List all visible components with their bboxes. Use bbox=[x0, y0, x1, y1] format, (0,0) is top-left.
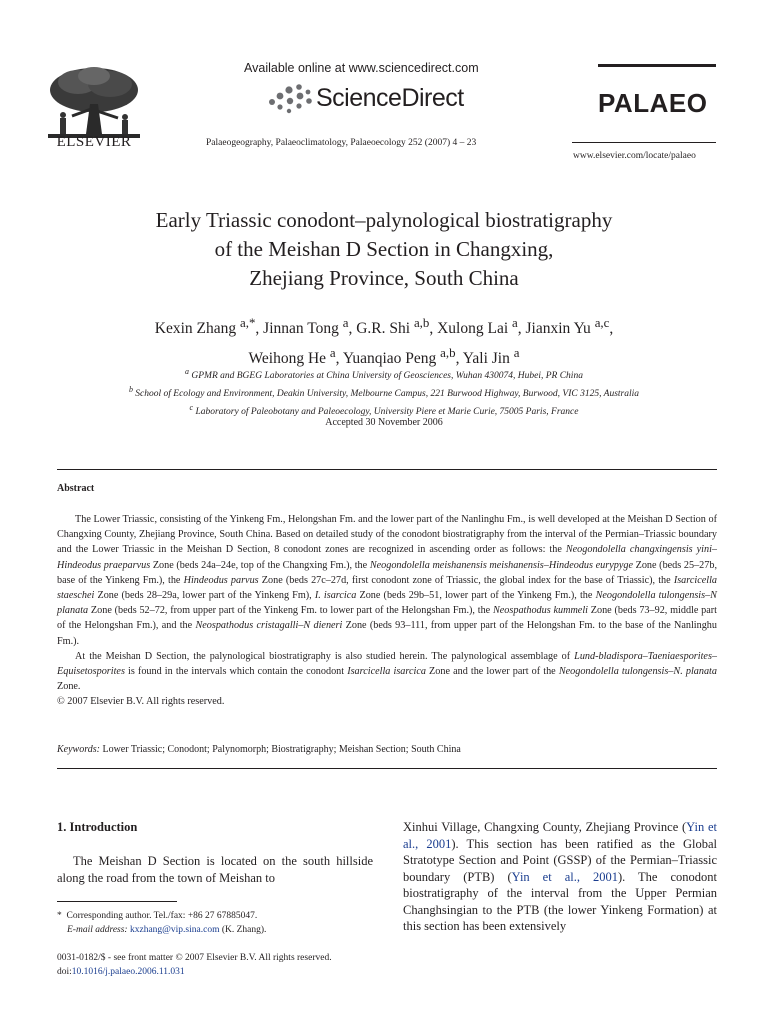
accepted-date: Accepted 30 November 2006 bbox=[325, 417, 443, 428]
affiliation-a: $^a$ GPMR and BGEG Laboratories at China University of Geosciences, Wuhan 430074, Hubei, PR China bbox=[185, 367, 583, 382]
author-name: G.R. Shi bbox=[356, 320, 414, 338]
article-title bbox=[84, 206, 684, 293]
title-line: of the Meishan D Section in Changxing, bbox=[214, 237, 554, 261]
author-line: Weihong He $^a$, Yuanqiao Peng $^{a,b}$, Yali Jin $^a$ bbox=[248, 345, 520, 368]
title-line: Early Triassic conodont–palynological biostratigraphy bbox=[155, 208, 613, 232]
author-name: Jianxin Yu bbox=[525, 320, 595, 338]
author-name: Yali Jin bbox=[462, 350, 514, 368]
journal-logo-text: PALAEO bbox=[598, 88, 708, 118]
citation-link[interactable]: Yin et al., 2001 bbox=[511, 869, 618, 884]
issn-line: 0031-0182/$ - see front matter © 2007 Elsevier B.V. All rights reserved. bbox=[57, 953, 332, 963]
author-name: Xulong Lai bbox=[437, 320, 513, 338]
journal-reference: Palaeogeography, Palaeoclimatology, Palaeoecology 252 (2007) 4 – 23 bbox=[206, 138, 477, 148]
abstract-bottom-rule bbox=[57, 768, 717, 769]
sciencedirect-dots-icon bbox=[266, 82, 314, 114]
front-matter: 0031-0182/$ - see front matter © 2007 Elsevier B.V. All rights reserved. doi:10.1016/j.palaeo.2006.11.031 bbox=[57, 951, 397, 979]
author-affiliation-marker: a,b bbox=[440, 345, 456, 361]
abstract-paragraph-1: The Lower Triassic, consisting of the Yinkeng Fm., Helongshan Fm. and the lower part of the Nanlinghu Fm., is well developed at the Meishan D Section of Changxing County, Zhejiang Province, South China. Based on detailed study of the conodont biostratigraphy from the interval of the Permian–Triassic boundary and the Lower Triassic in the Meishan D Section, 8 conodont zones are recognized in ascending order as follows: the Neogondolella changxingensis yini–Hindeodus praeparvus Zone (beds 24a–24e, top of the Changxing Fm.), the Neogondolella meishanensis meishanensis–Hindeodus eurypyge Zone (beds 25–27b, base of the Yinkeng Fm.), the Hindeodus parvus Zone (beds 27c–27d, first conodont zone of Triassic, the global index for the base of Triassic), the Isarcicella staeschei Zone (beds 28–29a, lower part of the Yinkeng Fm), I. isarcica Zone (beds 29b–51, lower part of the Yinkeng Fm.), the Neogondolella tulongensis–N planata Zone (beds 52–72, from upper part of the Yinkeng Fm. to lower part of the Helongshan Fm.), the Neospathodus kummeli Zone (beds 73–92, middle part of the Helongshan Fm.), and the Neospathodus cristagalli–N dieneri Zone (beds 93–111, from upper part of the Helongshan Fm. to the base of the Nanlinghu Fm.). bbox=[57, 514, 718, 647]
abstract-top-rule bbox=[57, 469, 717, 470]
affiliation-b: $^b$ School of Ecology and Environment, Deakin University, Melbourne Campus, 221 Burwood Highway, Burwood, VIC 3125, Australia bbox=[128, 385, 640, 400]
sciencedirect-logo-text: ScienceDirect bbox=[316, 84, 464, 112]
affiliation-c: $^c$ Laboratory of Paleobotany and Paleoecology, University Piere et Marie Curie, 75005 Paris, France bbox=[189, 403, 579, 418]
title-line: Zhejiang Province, South China bbox=[249, 266, 519, 290]
section-heading-introduction: 1. Introduction bbox=[57, 820, 138, 834]
author-name: Weihong He bbox=[248, 350, 330, 368]
author-name: Yuanqiao Peng bbox=[342, 350, 441, 368]
author-affiliation-marker: a,c bbox=[594, 315, 610, 330]
intro-left-column: The Meishan D Section is located on the south hillside along the road from the town of Meishan to bbox=[57, 854, 373, 885]
author-name: Jinnan Tong bbox=[263, 320, 343, 338]
intro-right-column: Xinhui Village, Changxing County, Zhejiang Province (Yin et al., 2001). This section has been ratified as the Global Stratotype Section and Point (GSSP) of the Permian–Triassic boundary (PTB) (Yin et al., 2001). The conodont biostratigraphy of the interval from the Upper Permian Changhsingian to the PTB (the lower Yinkeng Formation) at this section has been extensively bbox=[403, 820, 717, 933]
footnote-rule bbox=[57, 901, 177, 902]
abstract-body bbox=[57, 512, 717, 710]
citation-link[interactable]: Yin et al., 2001 bbox=[403, 820, 717, 851]
author-name: Kexin Zhang bbox=[154, 320, 240, 338]
author-affiliation-marker: a bbox=[512, 315, 518, 330]
corresponding-author-footnote: * Corresponding author. Tel./fax: +86 27 67885047. E-mail address: kxzhang@vip.sina.com (K. Zhang). bbox=[57, 911, 267, 935]
author-affiliation-marker: a bbox=[329, 345, 336, 361]
abstract-paragraph-2: At the Meishan D Section, the palynological biostratigraphy is also studied herein. The palynological assemblage of Lund-bladispora–Taeniaesporites–Equisetosporites is found in the intervals which contain the conodont Isarcicella isarcica Zone and the lower part of the Neogondolella tulongensis–N. planata Zone. bbox=[57, 650, 717, 693]
doi-link[interactable]: 10.1016/j.palaeo.2006.11.031 bbox=[71, 967, 185, 977]
affiliations bbox=[60, 365, 708, 419]
author-list bbox=[84, 311, 684, 371]
abstract-heading: Abstract bbox=[57, 483, 95, 494]
palaeo-top-rule bbox=[598, 64, 716, 67]
journal-url[interactable]: www.elsevier.com/locate/palaeo bbox=[573, 151, 696, 161]
author-affiliation-marker: a bbox=[513, 345, 520, 361]
author-affiliation-marker: a,* bbox=[239, 315, 256, 330]
author-affiliation-marker: a,b bbox=[413, 315, 430, 330]
keywords bbox=[57, 744, 717, 755]
keywords-list: Lower Triassic; Conodont; Palynomorph; Biostratigraphy; Meishan Section; South China bbox=[102, 744, 461, 755]
palaeo-bottom-rule bbox=[572, 142, 716, 143]
email-link[interactable]: kxzhang@vip.sina.com bbox=[129, 925, 220, 935]
author-line: Kexin Zhang $^{a,*}$, Jinnan Tong $^a$, G.R. Shi $^{a,b}$, Xulong Lai $^a$, Jianxin Yu $^{a,c}$, bbox=[154, 315, 614, 338]
publisher-name: ELSEVIER bbox=[56, 134, 132, 150]
author-affiliation-marker: a bbox=[342, 315, 349, 330]
keywords-label: Keywords: bbox=[57, 744, 100, 755]
copyright-line: © 2007 Elsevier B.V. All rights reserved. bbox=[57, 696, 225, 708]
available-online-text[interactable]: Available online at www.sciencedirect.com bbox=[244, 61, 479, 75]
